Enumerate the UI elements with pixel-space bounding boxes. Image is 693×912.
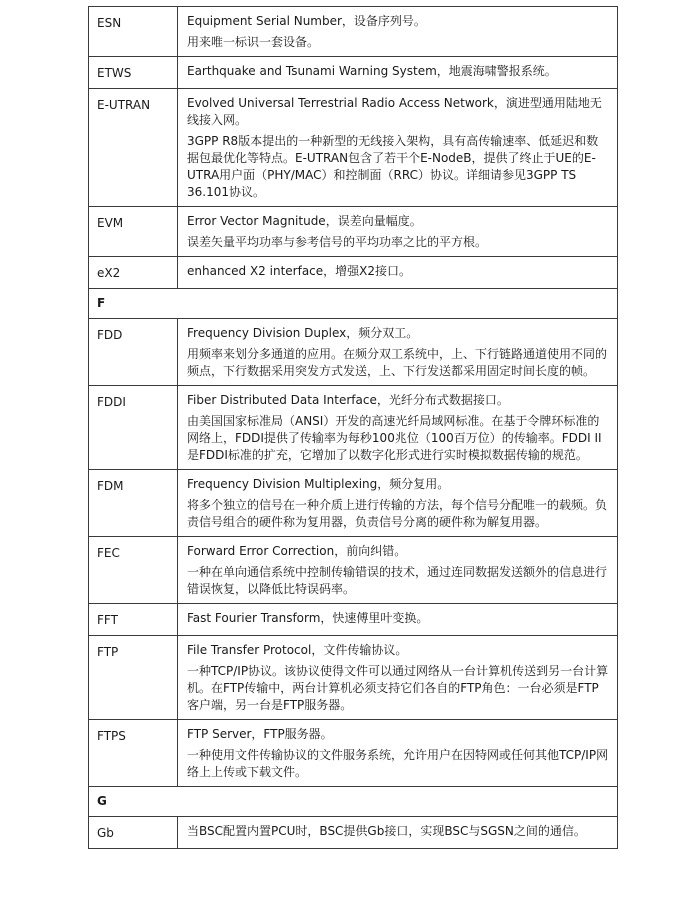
glossary-term: FFT: [89, 604, 178, 636]
glossary-definition: [178, 470, 618, 537]
glossary-row: [89, 7, 618, 57]
definition-description: 由美国国家标准局（ANSI）开发的高速光纤局域网标准。在基于令牌环标准的网络上，FDDI提供了传输率为每秒100兆位（100百万位）的传输率。FDDI II是FDDI标准的扩充，它增加了以数字化形式进行实时模拟数据传输的规范。: [187, 414, 602, 462]
glossary-definition: [178, 207, 618, 257]
glossary-term: FTP: [89, 636, 178, 720]
definition-expansion: Fiber Distributed Data Interface，光纤分布式数据接口。: [187, 393, 509, 407]
section-header-row: [89, 787, 618, 817]
glossary-row: [89, 89, 618, 207]
definition-description: 一种TCP/IP协议。该协议使得文件可以通过网络从一台计算机传送到另一台计算机。在FTP传输中，两台计算机必须支持它们各自的FTP角色：一台必须是FTP客户端，另一台是FTP服务器。: [187, 664, 609, 712]
glossary-term: ETWS: [89, 57, 178, 89]
glossary-definition: [178, 319, 618, 386]
glossary-row: [89, 537, 618, 604]
glossary-term: eX2: [89, 257, 178, 289]
glossary-term: ESN: [89, 7, 178, 57]
definition-expansion: enhanced X2 interface，增强X2接口。: [187, 264, 412, 278]
definition-description: 一种使用文件传输协议的文件服务系统，允许用户在因特网或任何其他TCP/IP网络上上传或下载文件。: [187, 748, 609, 779]
glossary-definition: [178, 817, 618, 849]
glossary-term: FDDI: [89, 386, 178, 470]
glossary-row: [89, 470, 618, 537]
definition-description: 一种在单向通信系统中控制传输错误的技术，通过连同数据发送额外的信息进行错误恢复，以降低比特误码率。: [187, 565, 608, 596]
definition-expansion: File Transfer Protocol，文件传输协议。: [187, 643, 408, 657]
glossary-definition: [178, 7, 618, 57]
section-header-row: [89, 289, 618, 319]
definition-expansion: Evolved Universal Terrestrial Radio Access Network，演进型通用陆地无线接入网。: [187, 96, 602, 127]
glossary-definition: [178, 89, 618, 207]
definition-description: 用频率来划分多通道的应用。在频分双工系统中，上、下行链路通道使用不同的频点，下行数据采用突发方式发送，上、下行发送都采用固定时间长度的帧。: [187, 347, 608, 378]
glossary-row: [89, 319, 618, 386]
glossary-row: [89, 720, 618, 787]
glossary-row: [89, 636, 618, 720]
glossary-definition: [178, 604, 618, 636]
glossary-row: [89, 817, 618, 849]
glossary-row: [89, 57, 618, 89]
glossary-row: [89, 386, 618, 470]
glossary-term: FEC: [89, 537, 178, 604]
definition-description: 误差矢量平均功率与参考信号的平均功率之比的平方根。: [187, 235, 488, 249]
glossary-definition: [178, 386, 618, 470]
definition-description: 3GPP R8版本提出的一种新型的无线接入架构，具有高传输速率、低延迟和数据包最优化等特点。E-UTRAN包含了若干个E-NodeB，提供了终止于UE的E-UTRA用户面（PHY/MAC）和控制面（RRC）协议。详细请参见3GPP TS 36.101协议。: [187, 134, 599, 199]
glossary-definition: [178, 57, 618, 89]
definition-expansion: FTP Server，FTP服务器。: [187, 727, 333, 741]
glossary-term: FTPS: [89, 720, 178, 787]
section-letter: G: [89, 787, 618, 817]
definition-expansion: Forward Error Correction，前向纠错。: [187, 544, 407, 558]
glossary-term: FDM: [89, 470, 178, 537]
definition-expansion: 当BSC配置内置PCU时，BSC提供Gb接口，实现BSC与SGSN之间的通信。: [187, 824, 586, 838]
section-letter: F: [89, 289, 618, 319]
definition-expansion: Earthquake and Tsunami Warning System，地震海啸警报系统。: [187, 64, 557, 78]
definition-expansion: Frequency Division Multiplexing，频分复用。: [187, 477, 450, 491]
glossary-definition: [178, 537, 618, 604]
definition-expansion: Fast Fourier Transform，快速傅里叶变换。: [187, 611, 429, 625]
glossary-term: FDD: [89, 319, 178, 386]
definition-description: 将多个独立的信号在一种介质上进行传输的方法，每个信号分配唯一的载频。负责信号组合的硬件称为复用器，负责信号分离的硬件称为解复用器。: [187, 498, 608, 529]
glossary-term: Gb: [89, 817, 178, 849]
glossary-definition: [178, 257, 618, 289]
definition-expansion: Error Vector Magnitude，误差向量幅度。: [187, 214, 422, 228]
definition-expansion: Frequency Division Duplex，频分双工。: [187, 326, 419, 340]
glossary-row: [89, 207, 618, 257]
glossary-definition: [178, 720, 618, 787]
glossary-term: E-UTRAN: [89, 89, 178, 207]
glossary-body: [89, 7, 618, 849]
glossary-table: [88, 6, 618, 849]
glossary-row: [89, 257, 618, 289]
glossary-definition: [178, 636, 618, 720]
glossary-row: [89, 604, 618, 636]
definition-description: 用来唯一标识一套设备。: [187, 35, 320, 49]
definition-expansion: Equipment Serial Number，设备序列号。: [187, 14, 426, 28]
glossary-term: EVM: [89, 207, 178, 257]
